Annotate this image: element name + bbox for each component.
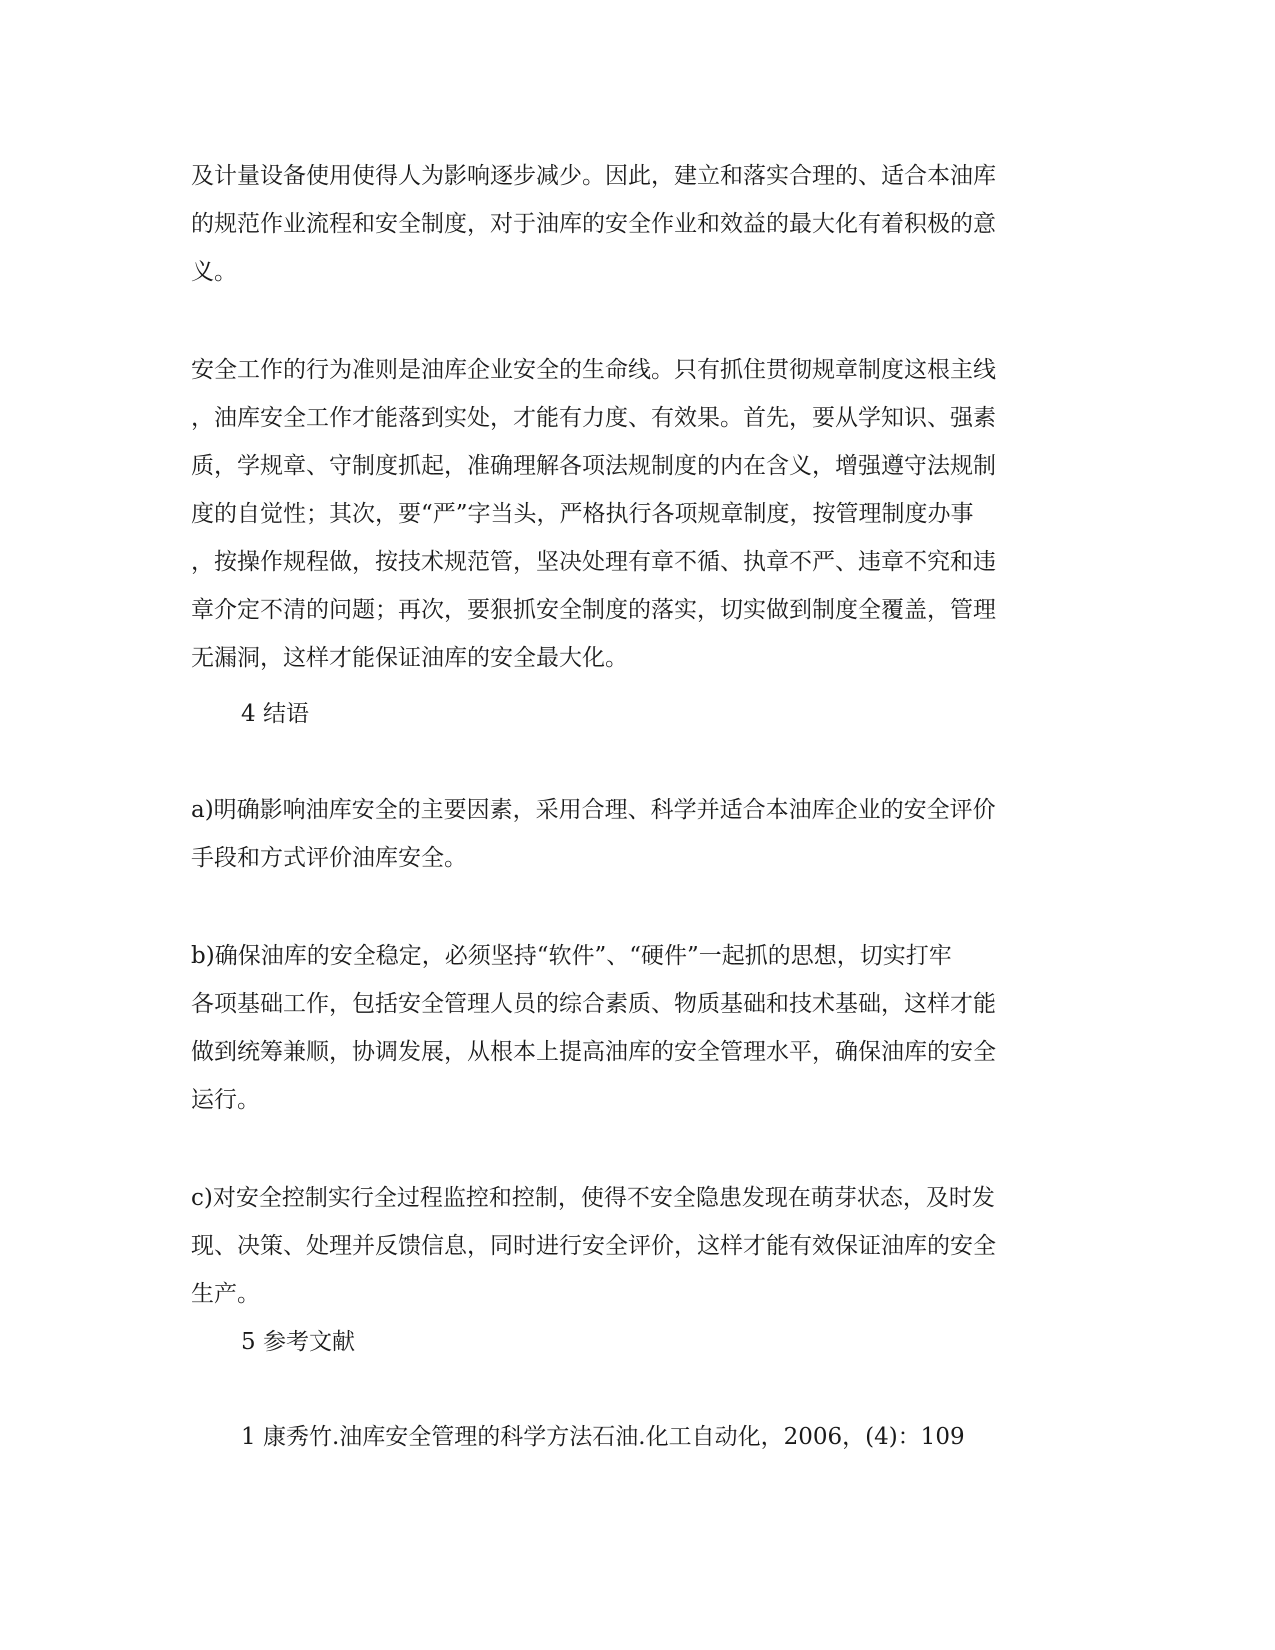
paragraph-metering-equipment (191, 152, 1071, 296)
text-line: 各项基础工作，包括安全管理人员的综合素质、物质基础和技术基础，这样才能 (191, 991, 996, 1017)
text-line: 现、决策、处理并反馈信息，同时进行安全评价，这样才能有效保证油库的安全 (191, 1233, 996, 1259)
text-line: 质，学规章、守制度抓起，准确理解各项法规制度的内在含义，增强遵守法规制 (191, 453, 996, 479)
text-line: ，按操作规程做，按技术规范管，坚决处理有章不循、执章不严、违章不究和违 (191, 549, 996, 575)
conclusion-item-c (191, 1174, 1071, 1318)
text-line: a)明确影响油库安全的主要因素，采用合理、科学并适合本油库企业的安全评价 (191, 797, 996, 823)
conclusion-item-a (191, 786, 1071, 882)
section-heading-references (241, 1318, 1121, 1366)
heading-text: 4 结语 (241, 701, 309, 727)
text-line: 度的自觉性；其次，要“严”字当头，严格执行各项规章制度，按管理制度办事 (191, 501, 974, 527)
text-line: b)确保油库的安全稳定，必须坚持“软件”、“硬件”一起抓的思想，切实打牢 (191, 943, 952, 969)
text-line: 无漏洞，这样才能保证油库的安全最大化。 (191, 645, 628, 671)
reference-text: 1 康秀竹.油库安全管理的科学方法石油.化工自动化，2006，(4)：109 (241, 1424, 965, 1450)
conclusion-item-b (191, 932, 1071, 1124)
section-heading-conclusion (241, 690, 1121, 738)
text-line: 生产。 (191, 1281, 260, 1307)
text-line: 做到统筹兼顺，协调发展，从根本上提高油库的安全管理水平，确保油库的安全 (191, 1039, 996, 1065)
text-line: 安全工作的行为准则是油库企业安全的生命线。只有抓住贯彻规章制度这根主线 (191, 357, 996, 383)
text-line: c)对安全控制实行全过程监控和控制，使得不安全隐患发现在萌芽状态，及时发 (191, 1185, 995, 1211)
reference-item (241, 1413, 1121, 1461)
heading-text: 5 参考文献 (241, 1329, 355, 1355)
text-line: 及计量设备使用使得人为影响逐步减少。因此，建立和落实合理的、适合本油库 (191, 163, 996, 189)
text-line: ，油库安全工作才能落到实处，才能有力度、有效果。首先，要从学知识、强素 (191, 405, 996, 431)
paragraph-safety-code-of-conduct (191, 346, 1071, 682)
text-line: 的规范作业流程和安全制度，对于油库的安全作业和效益的最大化有着积极的意 (191, 211, 996, 237)
text-line: 章介定不清的问题；再次，要狠抓安全制度的落实，切实做到制度全覆盖，管理 (191, 597, 996, 623)
text-line: 义。 (191, 259, 237, 285)
text-line: 运行。 (191, 1087, 260, 1113)
text-line: 手段和方式评价油库安全。 (191, 845, 467, 871)
